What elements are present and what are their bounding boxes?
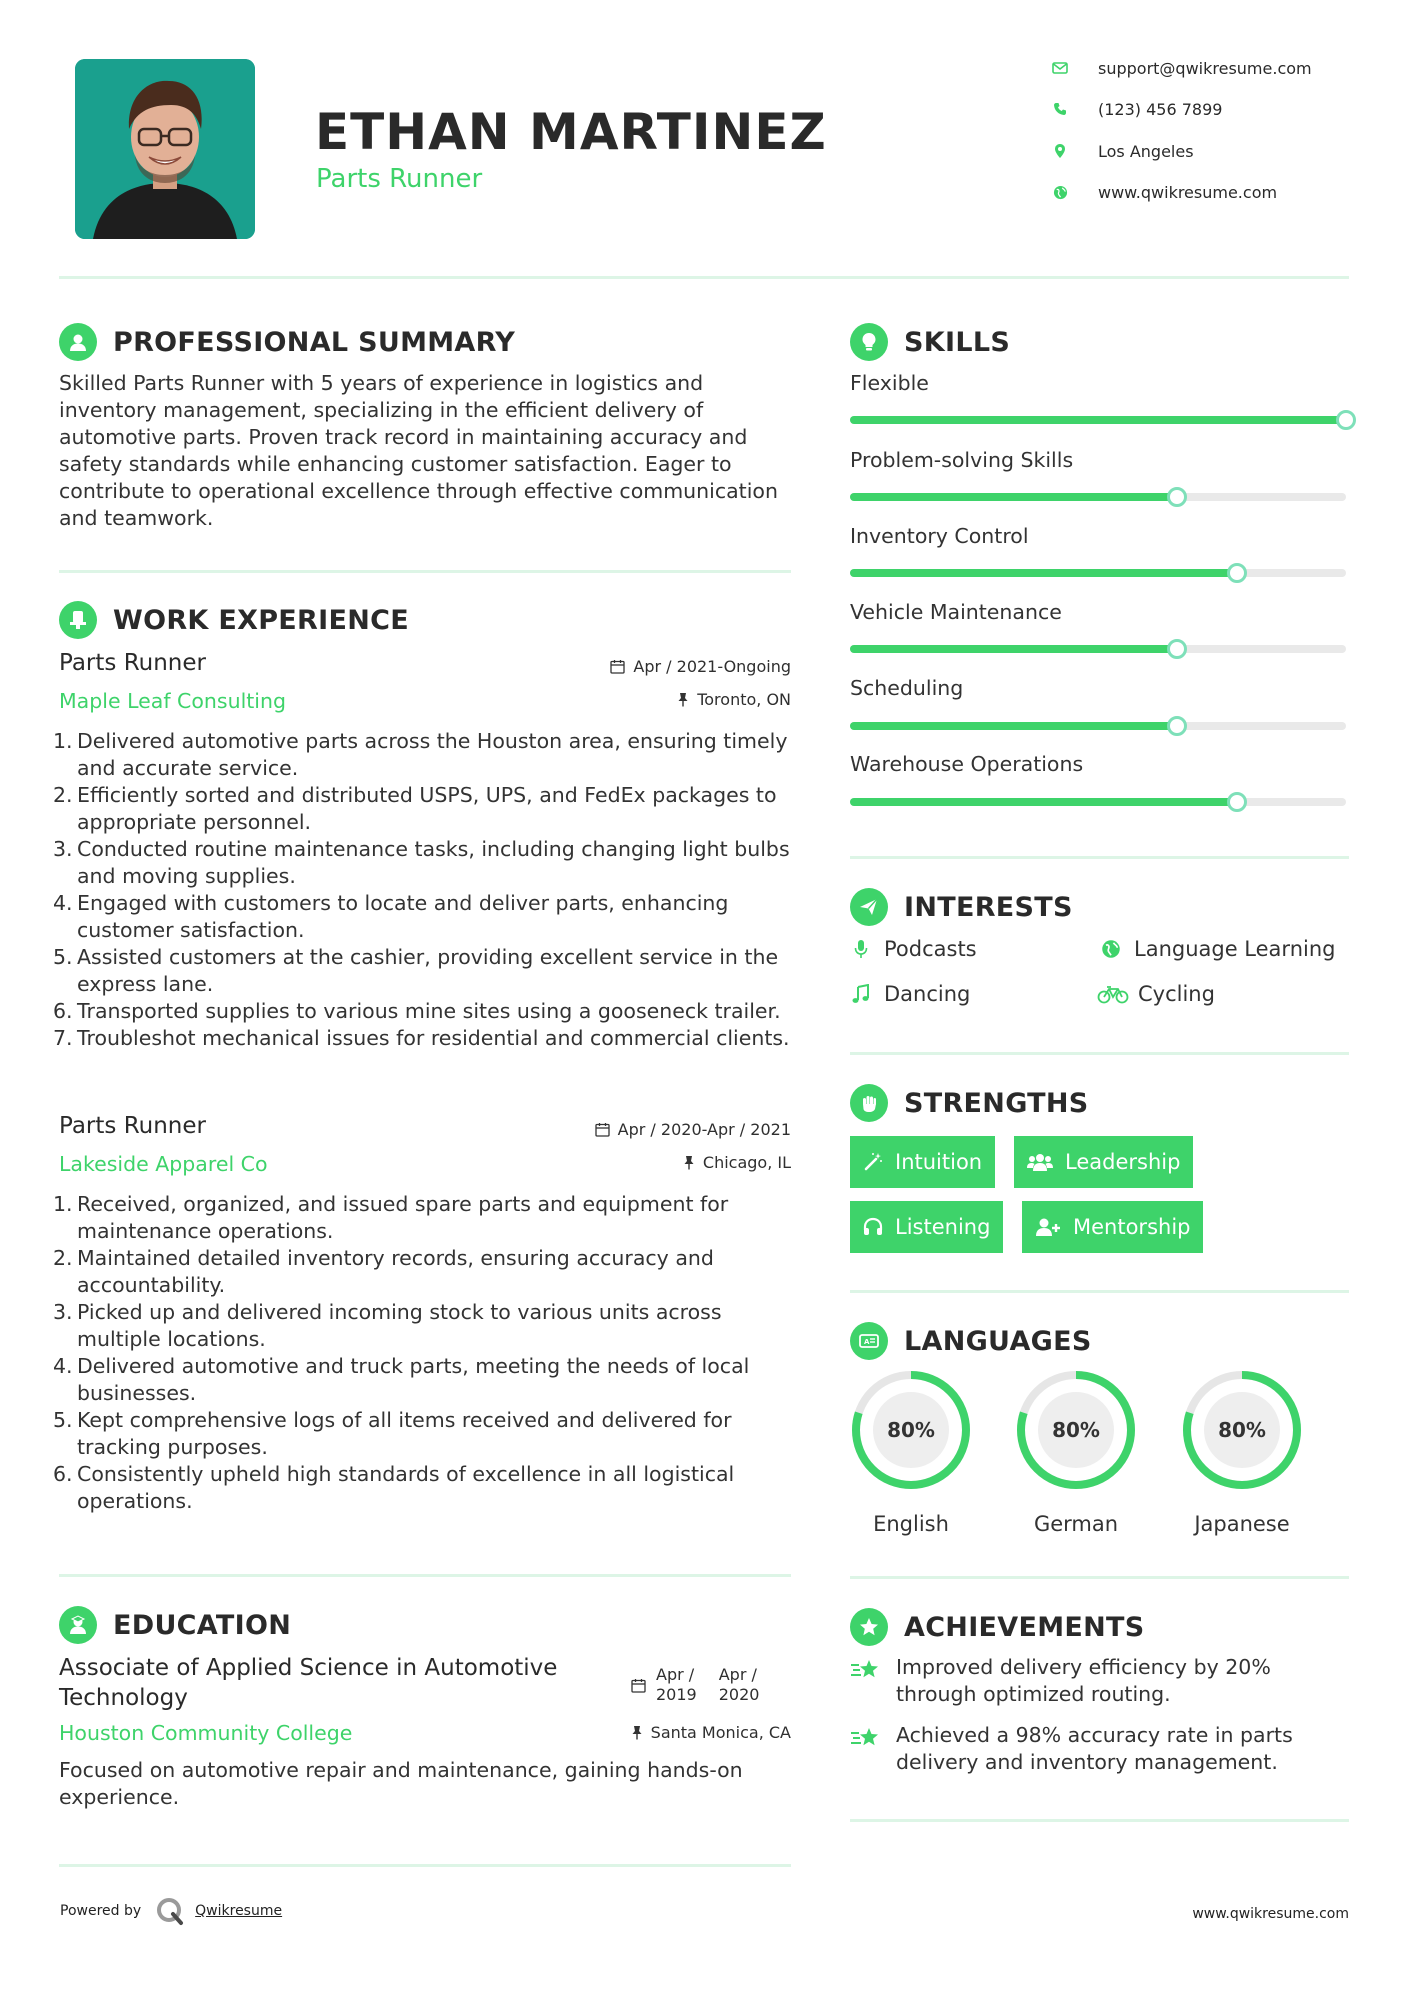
summary-divider [59, 570, 791, 573]
bicycle-icon [1096, 984, 1130, 1004]
list-item: 3. Picked up and delivered incoming stock to various units across multiple locations. [53, 1300, 722, 1351]
list-number: 3. [53, 1300, 73, 1324]
skill-knob [1227, 563, 1247, 583]
list-item: 5. Kept comprehensive logs of all items received and delivered for tracking purposes. [53, 1408, 732, 1459]
globe-icon [1050, 182, 1070, 202]
skill-knob [1167, 716, 1187, 736]
pushpin-icon [683, 1155, 695, 1170]
calendar-icon [595, 1122, 610, 1137]
achievement-text: Achieved a 98% accuracy rate in parts delivery and inventory management. [896, 1723, 1293, 1774]
achievements-divider [850, 1819, 1349, 1822]
job-1-dates-text: Apr / 2021-Ongoing [633, 657, 791, 676]
language-ring [1180, 1368, 1304, 1492]
interest-item [846, 934, 977, 964]
pushpin-icon [677, 692, 689, 707]
skill-bar [850, 722, 1346, 730]
job-2-company: Lakeside Apparel Co [59, 1152, 268, 1176]
skill-knob [1167, 487, 1187, 507]
interest-label: Dancing [884, 982, 971, 1006]
job-1-location-text: Toronto, ON [697, 690, 791, 709]
phone-icon [1050, 99, 1070, 119]
skill-knob [1336, 410, 1356, 430]
strength-label: Intuition [895, 1150, 983, 1174]
education-location [560, 1723, 791, 1742]
job-2-location-text: Chicago, IL [702, 1153, 791, 1172]
degree-title: Associate of Applied Science in Automotive Technology [59, 1655, 558, 1711]
school-name: Houston Community College [59, 1721, 353, 1745]
skill-label: Inventory Control [850, 524, 1029, 548]
summary-text: Skilled Parts Runner with 5 years of experience in logistics and inventory management, specializing in the efficient delivery of automotive parts. Proven track record in maintaining accuracy and safety standards while enhancing customer satisfaction. Eager to contribute to operational excellence through effective communication and teamwork. [59, 371, 778, 530]
contact-email-text: support@qwikresume.com [1098, 58, 1312, 78]
skill-knob [1167, 639, 1187, 659]
skill-bar-fill [850, 722, 1177, 730]
list-number: 6. [53, 1462, 73, 1486]
list-item: 7. Troubleshot mechanical issues for residential and commercial clients. [53, 1026, 790, 1050]
summary-title: PROFESSIONAL SUMMARY [113, 326, 516, 358]
education-end-year: 2020 [718, 1685, 760, 1704]
powered-by-label: Powered by [60, 1903, 142, 1919]
language-name: English [873, 1512, 949, 1536]
education-description: Focused on automotive repair and maintenance, gaining hands-on experience. [59, 1758, 743, 1809]
music-note-icon [846, 984, 876, 1004]
star-icon [850, 1608, 888, 1646]
contact-website[interactable] [1050, 178, 1390, 206]
users-icon [1027, 1152, 1053, 1172]
briefcase-icon [59, 601, 97, 639]
list-number: 5. [53, 945, 73, 969]
interests-heading [850, 887, 1073, 927]
achievements-title: ACHIEVEMENTS [904, 1611, 1145, 1643]
interest-label: Cycling [1138, 982, 1215, 1006]
skill-bar-fill [850, 416, 1346, 424]
calendar-icon [610, 659, 625, 674]
achievements-heading [850, 1607, 1145, 1647]
list-item: 2. Efficiently sorted and distributed USPS, UPS, and FedEx packages to appropriate personnel. [53, 783, 777, 834]
language-item [849, 1368, 973, 1536]
strength-tag [850, 1201, 1003, 1253]
list-number: 5. [53, 1408, 73, 1432]
list-number: 1. [53, 729, 73, 753]
list-item: 2. Maintained detailed inventory records, ensuring accuracy and accountability. [53, 1246, 714, 1297]
skill-knob [1227, 792, 1247, 812]
interest-item [1096, 979, 1215, 1009]
job-2-dates [540, 1120, 791, 1139]
achievement-item [850, 1654, 1349, 1708]
list-item: 1. Received, organized, and issued spare parts and equipment for maintenance operations. [53, 1192, 729, 1243]
skill-bar-fill [850, 645, 1177, 653]
list-item: 4. Delivered automotive and truck parts, meeting the needs of local businesses. [53, 1354, 750, 1405]
headphones-icon [863, 1217, 883, 1237]
list-number: 2. [53, 1246, 73, 1270]
job-2-location [560, 1153, 791, 1172]
list-number: 1. [53, 1192, 73, 1216]
job-2-duties [53, 1191, 799, 1515]
work-divider [59, 1574, 791, 1577]
job-1-dates [560, 657, 791, 676]
skill-label: Vehicle Maintenance [850, 600, 1062, 624]
skill-bar [850, 798, 1346, 806]
education-heading [59, 1605, 291, 1645]
strengths-title: STRENGTHS [904, 1087, 1089, 1119]
achievement-item [850, 1722, 1349, 1776]
job-1-duties [53, 728, 799, 1052]
interest-label: Language Learning [1134, 937, 1336, 961]
job-1-location [560, 690, 791, 709]
interest-item [1096, 934, 1335, 964]
language-ring [1014, 1368, 1138, 1492]
interest-item [846, 979, 970, 1009]
interests-title: INTERESTS [904, 891, 1073, 923]
language-name: German [1033, 1512, 1119, 1536]
strength-label: Leadership [1065, 1150, 1181, 1174]
qwikresume-logo-icon [155, 1896, 185, 1926]
language-name: Japanese [1194, 1512, 1290, 1536]
education-end-month: Apr / [718, 1665, 757, 1684]
interests-divider [850, 1052, 1349, 1055]
skill-bar-fill [850, 493, 1177, 501]
strength-tag [1014, 1136, 1193, 1188]
calendar-icon [631, 1678, 646, 1693]
list-item: 5. Assisted customers at the cashier, providing excellent service in the express lane. [53, 945, 779, 996]
shooting-star-icon [850, 1722, 884, 1757]
languages-heading [850, 1321, 1092, 1361]
skill-label: Problem-solving Skills [850, 448, 1074, 472]
graduate-icon [59, 1606, 97, 1644]
paper-plane-icon [850, 888, 888, 926]
education-title: EDUCATION [113, 1609, 292, 1641]
skill-label: Scheduling [850, 676, 964, 700]
list-item: 4. Engaged with customers to locate and deliver parts, enhancing customer satisfaction. [53, 891, 729, 942]
lightbulb-icon [850, 323, 888, 361]
achievement-text: Improved delivery efficiency by 20% through optimized routing. [896, 1655, 1271, 1706]
work-title: WORK EXPERIENCE [113, 604, 409, 636]
language-percent: 80% [887, 1418, 935, 1442]
interest-label: Podcasts [884, 937, 977, 961]
list-item: 6. Consistently upheld high standards of excellence in all logistical operations. [53, 1462, 735, 1513]
user-plus-icon [1035, 1217, 1061, 1237]
language-percent: 80% [1218, 1418, 1266, 1442]
skills-heading [850, 322, 1010, 362]
contact-phone-text: (123) 456 7899 [1098, 99, 1223, 119]
pushpin-icon [631, 1725, 643, 1740]
list-number: 3. [53, 837, 73, 861]
education-start-month: Apr / [656, 1665, 695, 1684]
contact-phone[interactable] [1050, 95, 1390, 123]
strength-tag [850, 1136, 995, 1188]
languages-title: LANGUAGES [904, 1325, 1092, 1357]
job-1-title: Parts Runner [59, 650, 206, 676]
list-item: 1. Delivered automotive parts across the Houston area, ensuring timely and accurate service. [53, 729, 788, 780]
profile-photo [75, 59, 255, 239]
map-pin-icon [1050, 141, 1070, 161]
skill-label: Warehouse Operations [850, 752, 1084, 776]
education-dates [631, 1665, 759, 1705]
footer-url[interactable]: www.qwikresume.com [1192, 1906, 1349, 1922]
skills-divider [850, 856, 1349, 859]
language-percent: 80% [1052, 1418, 1100, 1442]
footer-powered-by [60, 1896, 282, 1926]
job-2-title: Parts Runner [59, 1113, 206, 1139]
summary-heading [59, 322, 515, 362]
contact-location-text: Los Angeles [1098, 141, 1194, 161]
languages-divider [850, 1576, 1349, 1579]
list-item: 6. Transported supplies to various mine sites using a gooseneck trailer. [53, 999, 781, 1023]
job-2-dates-text: Apr / 2020-Apr / 2021 [617, 1120, 791, 1139]
shooting-star-icon [850, 1654, 884, 1689]
fist-icon [850, 1084, 888, 1122]
header-divider [59, 276, 1349, 279]
language-item [1180, 1368, 1304, 1536]
candidate-name: ETHAN MARTINEZ [315, 103, 827, 161]
list-number: 6. [53, 999, 73, 1023]
contact-email[interactable] [1050, 54, 1390, 82]
svg-text:A: A [864, 1338, 870, 1346]
education-location-text: Santa Monica, CA [650, 1723, 791, 1742]
envelope-icon [1050, 58, 1070, 78]
user-icon [59, 323, 97, 361]
globe-icon [1096, 939, 1126, 959]
list-number: 2. [53, 783, 73, 807]
language-card-icon [850, 1322, 888, 1360]
language-item [1014, 1368, 1138, 1536]
strength-label: Mentorship [1073, 1215, 1191, 1239]
list-number: 7. [53, 1026, 73, 1050]
skill-bar [850, 493, 1346, 501]
qwikresume-link[interactable]: Qwikresume [195, 1903, 283, 1919]
job-1-company: Maple Leaf Consulting [59, 689, 287, 713]
list-number: 4. [53, 1354, 73, 1378]
strength-label: Listening [895, 1215, 991, 1239]
skill-label: Flexible [850, 371, 929, 395]
person-avatar-icon [75, 59, 255, 239]
work-heading [59, 600, 409, 640]
education-divider [59, 1864, 791, 1867]
skill-bar-fill [850, 569, 1237, 577]
skill-bar [850, 416, 1346, 424]
strength-tag [1022, 1201, 1203, 1253]
contact-location [1050, 137, 1390, 165]
list-item: 3. Conducted routine maintenance tasks, including changing light bulbs and moving supplies. [53, 837, 790, 888]
skill-bar [850, 645, 1346, 653]
strengths-heading [850, 1083, 1089, 1123]
language-ring [849, 1368, 973, 1492]
skills-title: SKILLS [904, 326, 1011, 358]
strengths-divider [850, 1290, 1349, 1293]
magic-wand-icon [863, 1152, 883, 1172]
candidate-role: Parts Runner [316, 164, 483, 194]
skill-bar-fill [850, 798, 1237, 806]
list-number: 4. [53, 891, 73, 915]
skill-bar [850, 569, 1346, 577]
contact-website-text: www.qwikresume.com [1098, 182, 1278, 202]
microphone-icon [846, 939, 876, 959]
education-start-year: 2019 [656, 1685, 697, 1704]
